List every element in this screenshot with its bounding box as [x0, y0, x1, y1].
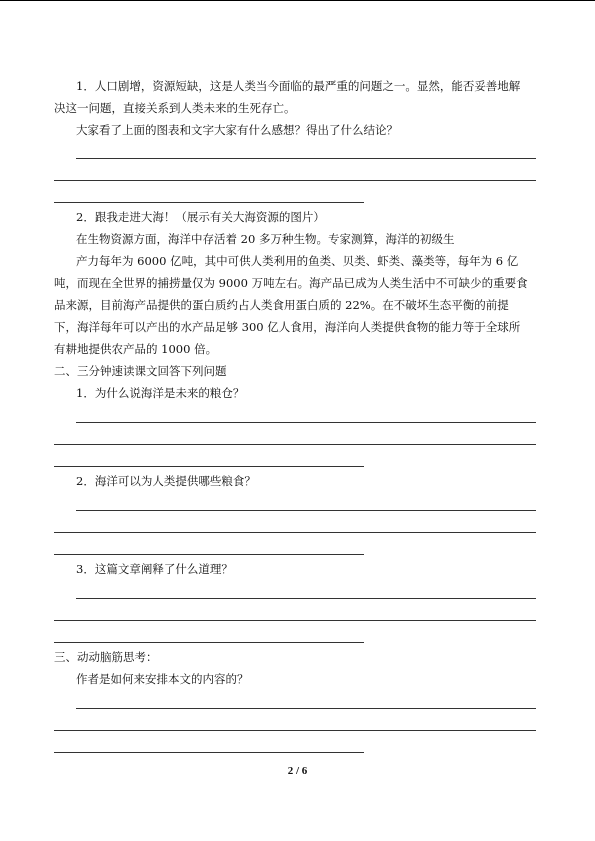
answer-line[interactable]: [54, 620, 536, 621]
answer-line[interactable]: [54, 202, 364, 203]
answer-line[interactable]: [54, 730, 536, 731]
section-2-heading: 二、三分钟速读课文回答下列问题: [54, 364, 227, 378]
answer-line[interactable]: [54, 752, 364, 753]
q2-paragraph-line: 吨，而现在全世界的捕捞量仅为 9000 万吨左右。海产品已成为人类生活中不可缺少的重要食: [54, 276, 528, 290]
q1-text-line-1: 1．人口剧增，资源短缺，这是人类当今面临的最严重的问题之一。显然，能否妥善地解: [76, 79, 521, 93]
top-border-line: [0, 0, 595, 1]
answer-line[interactable]: [54, 554, 364, 555]
page-number: 2 / 6: [287, 765, 308, 777]
q1-prompt: 大家看了上面的图表和文字大家有什么感想？得出了什么结论？: [76, 123, 398, 137]
q2-paragraph-line: 有耕地提供农产品的 1000 倍。: [54, 342, 218, 356]
answer-line[interactable]: [76, 158, 536, 159]
answer-line[interactable]: [54, 642, 364, 643]
q2-paragraph-line: 品来源，目前海产品提供的蛋白质约占人类食用蛋白质的 22%。在不破坏生态平衡的前提: [54, 298, 509, 312]
answer-line[interactable]: [54, 444, 536, 445]
answer-line[interactable]: [76, 422, 536, 423]
answer-line[interactable]: [76, 708, 536, 709]
answer-line[interactable]: [76, 598, 536, 599]
section-3-question: 作者是如何来安排本文的内容的？: [76, 672, 249, 686]
q2-paragraph-line: 下，海洋每年可以产出的水产品足够 300 亿人食用，海洋向人类提供食物的能力等于全球所: [54, 320, 521, 334]
section-2-question-3: 3．这篇文章阐释了什么道理？: [76, 562, 233, 576]
section-2-question-1: 1．为什么说海洋是未来的粮仓？: [76, 386, 245, 400]
section-2-question-2: 2．海洋可以为人类提供哪些粮食？: [76, 474, 256, 488]
answer-line[interactable]: [54, 466, 364, 467]
q2-title: 2．跟我走进大海！（展示有关大海资源的图片）: [76, 210, 325, 224]
q2-paragraph-line: 在生物资源方面，海洋中存活着 20 多万种生物。专家测算，海洋的初级生: [76, 232, 455, 246]
q2-paragraph-line: 产力每年为 6000 亿吨，其中可供人类利用的鱼类、贝类、虾类、藻类等，每年为 6 亿: [76, 254, 519, 268]
answer-line[interactable]: [54, 532, 536, 533]
answer-line[interactable]: [76, 510, 536, 511]
answer-line[interactable]: [54, 180, 536, 181]
q1-text-line-2: 决这一问题，直接关系到人类未来的生死存亡。: [54, 101, 296, 115]
section-3-heading: 三、动动脑筋思考：: [54, 650, 158, 664]
